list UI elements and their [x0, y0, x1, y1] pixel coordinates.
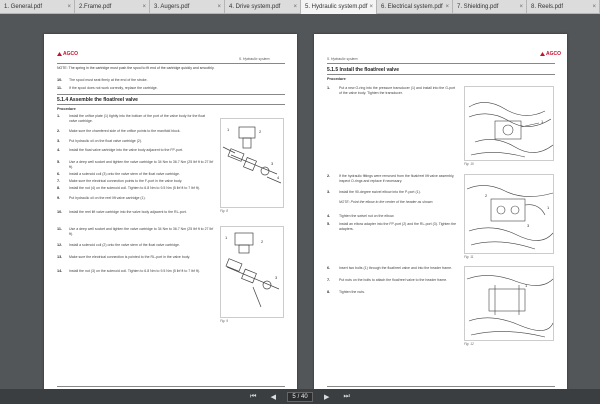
step-text: Insert two bolts (1) through the float/reel valve and into the header frame.	[339, 266, 453, 270]
step-number: 8.	[327, 290, 331, 294]
step-number: 14.	[57, 269, 63, 273]
step-text: Use a deep well socket and tighten the valve cartridge to 34 Nm to 36.7 Nm (25 lbf ft to 27 lbf ft).	[69, 227, 214, 236]
divider	[57, 63, 285, 64]
step-text: The spool must seat firmly at the end of the stroke.	[69, 78, 148, 82]
step-text: Make sure the electrical connection is pointed to the RL-port in the valve body.	[69, 255, 191, 259]
step-text: Make sure the electrical connection points to the F-port in the valve body.	[69, 179, 183, 183]
tab-6[interactable]	[377, 0, 453, 14]
figure-float-valve	[220, 118, 284, 208]
step-number: 6.	[327, 266, 331, 270]
svg-text:2: 2	[261, 239, 264, 244]
step-number: 11.	[57, 86, 63, 90]
tab-7[interactable]	[453, 0, 527, 14]
figure-elbow-fittings	[464, 174, 554, 254]
step-text: Install the reel lift valve cartridge into the valve body adjacent to the RL-port.	[69, 210, 187, 214]
divider	[327, 386, 555, 387]
tab-label: 5. Hydraulic system.pdf	[305, 4, 368, 10]
svg-text:1: 1	[525, 283, 528, 288]
next-page-icon[interactable]: ▶	[323, 393, 330, 401]
step-number: 4.	[327, 214, 331, 218]
divider	[57, 94, 285, 95]
step-number: 7.	[327, 278, 331, 282]
tab-label: 1. General.pdf	[4, 4, 43, 10]
figure-caption: Fig. 9	[220, 319, 228, 323]
figure-caption: Fig. 11	[464, 255, 474, 259]
step-text: Install the nut (4) on the solenoid coil. Tighten to 6.8 Nm to 9.5 Nm (5 lbf ft to 7 lbf ft).	[69, 186, 200, 190]
step-number: 9.	[57, 196, 61, 200]
previous-page-icon[interactable]: ◀	[270, 393, 276, 401]
step-number: 6.	[57, 172, 61, 176]
step-text: Install an elbow adapter into the FP-port (2) and the RL-port (3). Tighten the adapters.	[339, 222, 457, 231]
close-tab-icon[interactable]: ×	[519, 4, 523, 10]
tab-label: 3. Augers.pdf	[154, 4, 190, 10]
pdf-toolbar	[0, 389, 600, 404]
tab-2[interactable]	[75, 0, 150, 14]
step-text: Install a solenoid coil (3) onto the valve stem of the float valve cartridge.	[69, 172, 180, 176]
divider	[57, 104, 285, 105]
agco-logo: AGCO	[57, 51, 78, 57]
tab-label: 6. Electrical system.pdf	[381, 4, 443, 10]
figure-bolts-header-frame	[464, 266, 554, 341]
close-tab-icon[interactable]: ×	[293, 4, 297, 10]
step-text: Put hydraulic oil on the reel lift valve cartridge (1).	[69, 196, 146, 200]
tab-8[interactable]	[527, 0, 600, 14]
step-number: 3.	[57, 139, 61, 143]
divider	[327, 63, 555, 64]
agco-logo: AGCO	[540, 51, 561, 57]
step-number: 1.	[57, 114, 61, 118]
section-header: 5. Hydraulic system	[239, 57, 270, 61]
figure-caption: Fig. 10	[464, 162, 474, 166]
close-tab-icon[interactable]: ×	[369, 4, 373, 10]
step-text: If the hydraulic fittings were removed from the float/reel lift valve assembly, inspect O-rings and replace if necessary.	[339, 174, 455, 183]
step-number: 10.	[57, 210, 63, 214]
pdf-viewer[interactable]	[0, 15, 600, 389]
divider	[57, 386, 285, 387]
step-number: 10.	[57, 78, 63, 82]
first-page-icon[interactable]: ⏮	[250, 392, 257, 400]
step-number: 2.	[327, 174, 331, 178]
svg-text:3: 3	[527, 223, 530, 228]
svg-text:2: 2	[259, 129, 262, 134]
step-text: Put hydraulic oil on the float valve cartridge (2).	[69, 139, 142, 143]
step-text: Install the 90-degree swivel elbow into the P-port (1).	[339, 190, 421, 194]
figure-reel-lift-valve	[220, 226, 284, 318]
page-number-field[interactable]	[287, 392, 312, 402]
step-text: Put nuts on the bolts to attach the float/reel valve to the header frame.	[339, 278, 448, 282]
procedure-label: Procedure	[57, 107, 76, 111]
section-heading: 5.1.4 Assemble the float/reel valve	[57, 97, 138, 103]
svg-text:2: 2	[485, 193, 488, 198]
tab-label: 8. Reels.pdf	[531, 4, 564, 10]
figure-caption: Fig. 8	[220, 209, 228, 213]
step-text: Tighten the swivel nut on the elbow.	[339, 214, 395, 218]
close-tab-icon[interactable]: ×	[592, 4, 596, 10]
step-text: Install the nut (3) on the solenoid coil. Tighten to 6.8 Nm to 9.5 Nm (5 lbf ft to 7 lbf ft).	[69, 269, 200, 273]
tab-label: 4. Drive system.pdf	[229, 4, 281, 10]
step-number: 2.	[57, 129, 61, 133]
step-text: Install the orifice plate (1) tightly into the bottom of the port of the valve body for the float valve cartridge.	[69, 114, 205, 123]
tab-label: 2.Frame.pdf	[79, 4, 112, 10]
current-page[interactable]: 5	[292, 393, 296, 400]
tab-1[interactable]	[0, 0, 75, 14]
divider	[327, 74, 555, 75]
step-number: 5.	[327, 222, 331, 226]
svg-text:1: 1	[227, 127, 230, 132]
step-number: 1.	[327, 86, 331, 90]
step-number: 7.	[57, 179, 61, 183]
step-text: Install the float valve cartridge into the valve body adjacent to the FP-port.	[69, 148, 184, 152]
note-text: NOTE: Point the elbow to the center of the header as shown.	[339, 200, 434, 204]
procedure-label: Procedure	[327, 77, 346, 81]
tab-3[interactable]	[150, 0, 225, 14]
step-text: Use a deep well socket and tighten the valve cartridge to 34 Nm to 36.7 Nm (25 lbf ft to 27 lbf ft).	[69, 160, 214, 169]
svg-text:1: 1	[541, 119, 544, 124]
step-text: Put a new O-ring into the pressure transducer (1) and install into the G-port of the valve body. Tighten the transducer.	[339, 86, 456, 95]
tab-label: 7. Shielding.pdf	[457, 4, 499, 10]
step-text: Make sure the chamfered side of the orifice points to the manifold block.	[69, 129, 181, 133]
step-text: Install a solenoid coil (2) onto the valve stem of the float valve cartridge.	[69, 243, 180, 247]
step-number: 5.	[57, 160, 61, 164]
step-number: 8.	[57, 186, 61, 190]
tab-bar	[0, 0, 600, 14]
pdf-page-right	[314, 34, 567, 401]
step-number: 4.	[57, 148, 61, 152]
section-heading: 5.1.5 Install the float/reel valve	[327, 67, 399, 73]
svg-text:1: 1	[225, 235, 228, 240]
close-tab-icon[interactable]: ×	[142, 4, 146, 10]
note-text: NOTE: The spring in the cartridge must push the spool to fit end of the cartridge quickly and smoothly.	[57, 66, 215, 70]
step-text: Tighten the nuts.	[339, 290, 365, 294]
close-tab-icon[interactable]: ×	[217, 4, 221, 10]
step-number: 12.	[57, 243, 63, 247]
svg-text:1: 1	[547, 205, 550, 210]
tab-5[interactable]	[301, 0, 377, 14]
last-page-icon[interactable]: ⏭	[343, 392, 350, 400]
svg-text:3: 3	[275, 275, 278, 280]
pdf-page-left	[44, 34, 297, 401]
step-number: 3.	[327, 190, 331, 194]
figure-pressure-transducer	[464, 86, 554, 161]
step-number: 13.	[57, 255, 63, 259]
step-text: If the spool does not work correctly, replace the cartridge.	[69, 86, 158, 90]
svg-text:3: 3	[271, 161, 274, 166]
close-tab-icon[interactable]: ×	[67, 4, 71, 10]
step-number: 11.	[57, 227, 63, 231]
close-tab-icon[interactable]: ×	[445, 4, 449, 10]
svg-text:4: 4	[277, 175, 280, 180]
section-header: 5. Hydraulic system	[327, 57, 358, 61]
tab-4[interactable]	[225, 0, 301, 14]
figure-caption: Fig. 12	[464, 342, 474, 346]
total-pages: / 40	[297, 393, 308, 400]
